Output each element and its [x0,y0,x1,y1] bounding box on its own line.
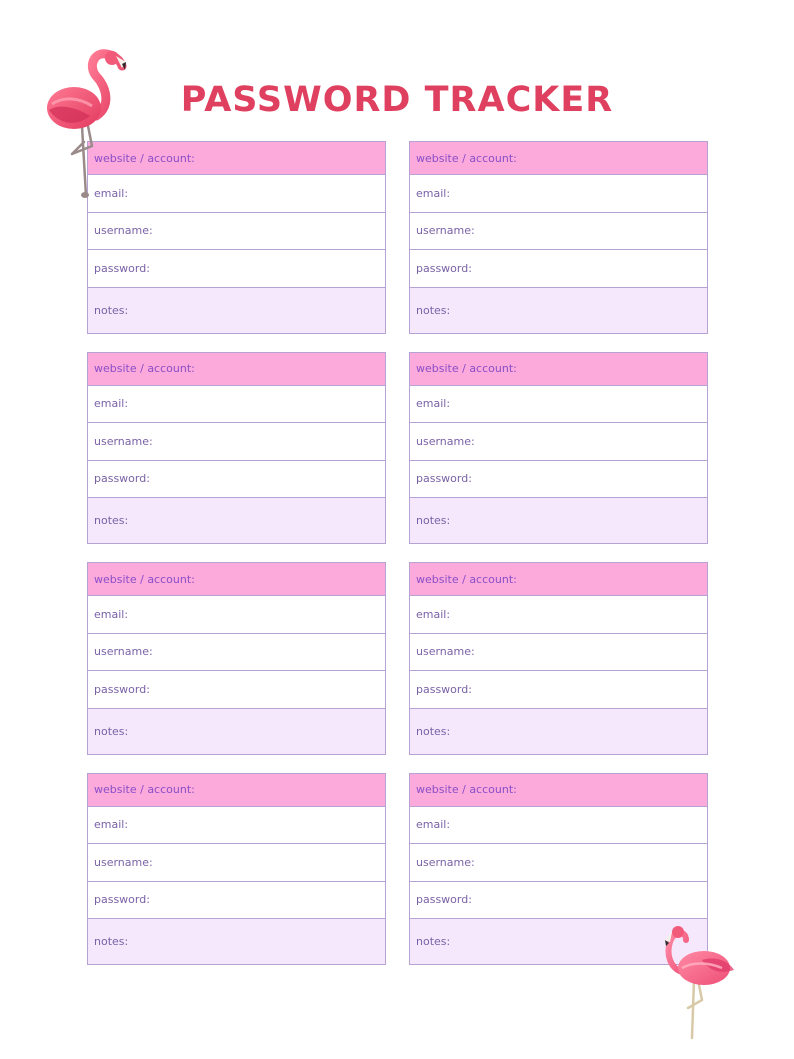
username-field[interactable]: username: [88,423,385,461]
username-field[interactable]: username: [410,213,707,251]
notes-field[interactable]: notes: [88,709,385,754]
password-card [409,141,708,334]
email-field[interactable]: email: [410,807,707,845]
username-field[interactable]: username: [410,634,707,672]
password-field[interactable]: password: [88,250,385,288]
password-card [87,562,386,755]
username-field[interactable]: username: [88,844,385,882]
password-field[interactable]: password: [88,461,385,499]
flamingo-icon [652,924,736,1042]
username-field[interactable]: username: [410,423,707,461]
website-account-field[interactable]: website / account: [88,774,385,807]
website-account-field[interactable]: website / account: [88,563,385,596]
website-account-field[interactable]: website / account: [88,353,385,386]
password-card-grid [87,141,708,965]
password-field[interactable]: password: [88,671,385,709]
password-field[interactable]: password: [410,461,707,499]
flamingo-icon [44,46,134,200]
notes-field[interactable]: notes: [410,709,707,754]
password-field[interactable]: password: [410,250,707,288]
email-field[interactable]: email: [410,175,707,213]
password-field[interactable]: password: [88,882,385,920]
password-card [87,352,386,545]
notes-field[interactable]: notes: [88,919,385,964]
website-account-field[interactable]: website / account: [410,774,707,807]
email-field[interactable]: email: [88,596,385,634]
password-card [409,352,708,545]
email-field[interactable]: email: [410,596,707,634]
username-field[interactable]: username: [88,213,385,251]
username-field[interactable]: username: [88,634,385,672]
page-title: PASSWORD TRACKER [180,80,614,120]
website-account-field[interactable]: website / account: [88,142,385,175]
website-account-field[interactable]: website / account: [410,563,707,596]
email-field[interactable]: email: [410,386,707,424]
notes-field[interactable]: notes: [410,498,707,543]
password-field[interactable]: password: [410,671,707,709]
notes-field[interactable]: notes: [410,288,707,333]
username-field[interactable]: username: [410,844,707,882]
notes-field[interactable]: notes: [88,288,385,333]
password-field[interactable]: password: [410,882,707,920]
password-card [409,562,708,755]
email-field[interactable]: email: [88,386,385,424]
website-account-field[interactable]: website / account: [410,142,707,175]
website-account-field[interactable]: website / account: [410,353,707,386]
notes-field[interactable]: notes: [88,498,385,543]
email-field[interactable]: email: [88,175,385,213]
notes-field[interactable]: notes: [410,919,707,964]
email-field[interactable]: email: [88,807,385,845]
password-card [87,773,386,966]
